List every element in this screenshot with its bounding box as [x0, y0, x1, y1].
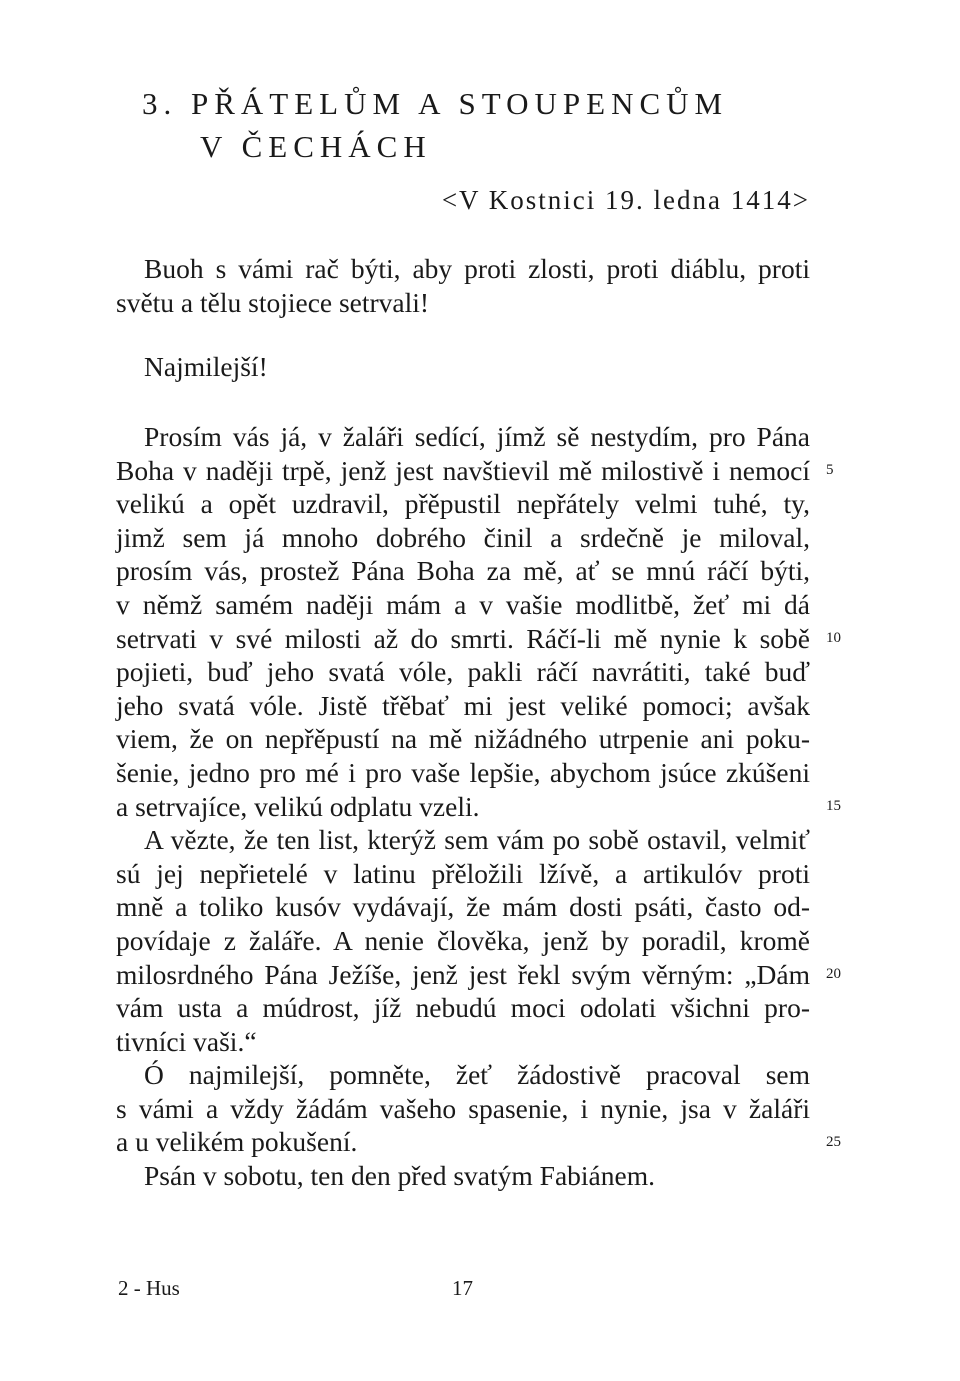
- text-line: povídaje z žaláře. A nenie člověka, jenž by poradil, kromě: [116, 924, 810, 956]
- text-line: jimž sem já mnoho dobrého činil a srdečně je miloval,: [116, 521, 810, 553]
- blessing: [116, 252, 810, 319]
- text-line: viem, že on nepřěpustí na mě nižádného utrpenie ani poku-: [116, 723, 810, 755]
- text-line: sú jej nepřietelé v latinu přěložili lžívě, a artikulóv proti: [116, 857, 810, 889]
- line-number: 15: [826, 798, 841, 814]
- text-line: Prosím vás já, v žaláři sedící, jímž sě nestydím, pro Pána: [144, 421, 810, 452]
- chapter-heading: [142, 82, 842, 168]
- text-line: vám usta a múdrost, jíž nebudú moci odolati všichni pro-: [116, 992, 810, 1024]
- page-number: 17: [452, 1276, 473, 1300]
- line-number: 20: [826, 966, 841, 982]
- line-number: 25: [826, 1134, 841, 1150]
- text-line: šenie, jedno pro mé i pro vaše lepšie, abychom jsúce zkúšeni: [116, 756, 810, 788]
- salutation: [116, 350, 810, 384]
- text-line: pojieti, buď jeho svatá vóle, pakli ráčí navrátiti, také buď: [116, 656, 810, 688]
- text-line: Boha v naději trpě, jenž jest navštievil mě milostivě i nemocí: [116, 454, 810, 486]
- chapter-heading-line-1: 3. PŘÁTELŮM A STOUPENCŮM: [142, 86, 729, 121]
- text-line: Buoh s vámi rač býti, aby proti zlosti, proti diáblu, proti: [144, 253, 810, 284]
- text-line: tivníci vaši.“: [116, 1025, 257, 1057]
- place-date-line: <V Kostnici 19. ledna 1414>: [441, 185, 810, 215]
- text-line: velikú a opět uzdravil, přěpustil nepřátely velmi tuhé, ty,: [116, 488, 810, 520]
- text-line: jeho svatá vóle. Jistě třěbať mi jest veliké pomoci; avšak: [116, 689, 810, 721]
- text-line: setrvati v své milosti až do smrti. Ráčí-li mě nynie k sobě: [116, 622, 810, 654]
- signature-mark: 2 - Hus: [118, 1276, 180, 1300]
- text-line: s vámi a vždy žádám vašeho spasenie, i nynie, jsa v žaláři: [116, 1092, 810, 1124]
- chapter-heading-line-2: V ČECHÁCH: [200, 129, 432, 164]
- text-line: milosrdného Pána Ježíše, jenž jest řekl svým věrným: „Dám: [116, 958, 810, 990]
- text-line: Psán v sobotu, ten den před svatým Fabiánem.: [144, 1160, 655, 1192]
- text-line: prosím vás, prostež Pána Boha za mě, ať se mnú ráčí býti,: [116, 555, 810, 587]
- text-line: v němž samém naději mám a v vašie modlitbě, žeť mi dá: [116, 588, 810, 620]
- text-line: světu a tělu stojiece setrvali!: [116, 286, 430, 318]
- text-line: a u velikém pokušení.: [116, 1126, 358, 1158]
- text-line: a setrvajíce, velikú odplatu vzeli.: [116, 790, 480, 822]
- text-line: mně a toliko kusóv vydávají, že mám dosti psáti, často od-: [116, 891, 810, 923]
- line-number: 10: [826, 630, 841, 646]
- text-line: A vězte, že ten list, kterýž sem vám po sobě ostavil, velmiť: [144, 824, 810, 856]
- line-number: 5: [826, 462, 834, 478]
- letter-body: [116, 420, 810, 1193]
- text-line: Ó najmilejší, pomněte, žeť žádostivě pracoval sem: [144, 1059, 810, 1091]
- text-line: Najmilejší!: [144, 351, 268, 382]
